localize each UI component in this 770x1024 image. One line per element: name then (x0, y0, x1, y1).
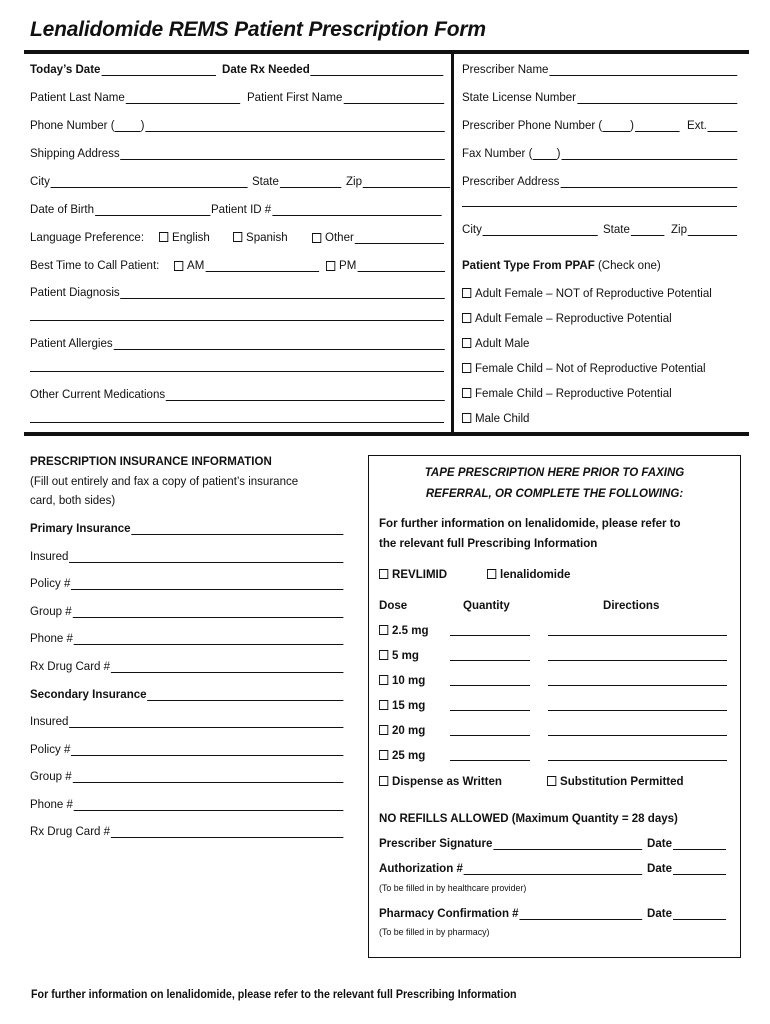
secondary-phone-field[interactable]: Phone # (30, 797, 343, 811)
patient-type-option[interactable]: Female Child – Reproductive Potential (462, 386, 672, 400)
primary-policy-field[interactable]: Policy # (30, 576, 343, 590)
language-preference-label: Language Preference: (30, 230, 145, 244)
lang-english-checkbox[interactable]: English (159, 230, 210, 244)
shipping-address-field[interactable]: Shipping Address (30, 146, 445, 160)
dose-checkbox[interactable]: 15 mg (379, 698, 425, 712)
dose-checkbox[interactable]: 25 mg (379, 748, 425, 762)
diagnosis-line-2[interactable] (30, 320, 444, 321)
secondary-insured-field[interactable]: Insured (30, 714, 343, 728)
column-divider (451, 54, 454, 434)
quantity-header: Quantity (463, 598, 510, 612)
primary-phone-field[interactable]: Phone # (30, 631, 343, 645)
quantity-line[interactable] (450, 760, 530, 761)
state-field[interactable]: State (252, 174, 341, 188)
signature-date-field[interactable]: Date (647, 836, 726, 850)
primary-insurance-field[interactable]: Primary Insurance (30, 521, 343, 535)
lang-spanish-checkbox[interactable]: Spanish (233, 230, 288, 244)
auth-note: (To be filled in by healthcare provider) (379, 883, 527, 894)
city-field[interactable]: City (30, 174, 248, 188)
dose-checkbox[interactable]: 5 mg (379, 648, 419, 662)
fax-number-field[interactable]: Fax Number ( ) (462, 146, 737, 160)
dose-checkbox[interactable]: 10 mg (379, 673, 425, 687)
prescriber-address-line-2[interactable] (462, 206, 737, 207)
secondary-policy-field[interactable]: Policy # (30, 742, 343, 756)
pm-field[interactable]: PM (326, 258, 445, 272)
no-refills-notice: NO REFILLS ALLOWED (Maximum Quantity = 28 days) (379, 811, 678, 825)
patient-type-option[interactable]: Adult Male (462, 336, 529, 350)
allergies-line-2[interactable] (30, 371, 444, 372)
authorization-field[interactable]: Authorization # (379, 861, 642, 875)
info-line-2: the relevant full Prescribing Information (379, 536, 598, 550)
prescriber-phone-field[interactable]: Prescriber Phone Number ( ) Ext. (462, 118, 737, 132)
authorization-date-field[interactable]: Date (647, 861, 726, 875)
quantity-line[interactable] (450, 710, 530, 711)
dose-header: Dose (379, 598, 408, 612)
pharmacy-note: (To be filled in by pharmacy) (379, 927, 490, 938)
prescriber-signature-field[interactable]: Prescriber Signature (379, 836, 642, 850)
page-title: Lenalidomide REMS Patient Prescription Form (30, 18, 486, 41)
am-field[interactable]: AM (174, 258, 319, 272)
info-line-1: For further information on lenalidomide, please refer to (379, 516, 681, 530)
lang-other-field[interactable]: Other (312, 230, 444, 244)
primary-insured-field[interactable]: Insured (30, 549, 343, 563)
quantity-line[interactable] (450, 735, 530, 736)
quantity-line[interactable] (450, 685, 530, 686)
secondary-insurance-field[interactable]: Secondary Insurance (30, 687, 343, 701)
date-rx-needed-field[interactable]: Date Rx Needed (222, 62, 443, 76)
dose-checkbox[interactable]: 2.5 mg (379, 623, 429, 637)
prescriber-state-field[interactable]: State (603, 222, 664, 236)
insurance-note-1: (Fill out entirely and fax a copy of patient’s insurance (30, 474, 299, 488)
dispense-as-written-checkbox[interactable]: Dispense as Written (379, 774, 502, 788)
patient-last-name-field[interactable]: Patient Last Name (30, 90, 240, 104)
directions-line[interactable] (548, 660, 727, 661)
directions-line[interactable] (548, 710, 727, 711)
directions-line[interactable] (548, 635, 727, 636)
medications-line-2[interactable] (30, 422, 444, 423)
insurance-heading: PRESCRIPTION INSURANCE INFORMATION (30, 454, 272, 468)
directions-line[interactable] (548, 685, 727, 686)
prescriber-address-field[interactable]: Prescriber Address (462, 174, 737, 188)
primary-rx-card-field[interactable]: Rx Drug Card # (30, 659, 343, 673)
insurance-note-2: card, both sides) (30, 493, 116, 507)
patient-allergies-field[interactable]: Patient Allergies (30, 336, 445, 350)
revlimid-checkbox[interactable]: REVLIMID (379, 567, 447, 581)
substitution-permitted-checkbox[interactable]: Substitution Permitted (547, 774, 684, 788)
best-time-label: Best Time to Call Patient: (30, 258, 160, 272)
middle-divider (24, 432, 749, 436)
todays-date-field[interactable]: Today’s Date (30, 62, 216, 76)
patient-diagnosis-field[interactable]: Patient Diagnosis (30, 285, 445, 299)
patient-type-heading: Patient Type From PPAF (Check one) (462, 258, 661, 272)
patient-type-option[interactable]: Female Child – Not of Reproductive Potential (462, 361, 706, 375)
quantity-line[interactable] (450, 635, 530, 636)
directions-header: Directions (603, 598, 660, 612)
patient-first-name-field[interactable]: Patient First Name (247, 90, 444, 104)
patient-type-option[interactable]: Adult Female – NOT of Reproductive Potential (462, 286, 712, 300)
patient-type-option[interactable]: Male Child (462, 411, 529, 425)
prescriber-city-field[interactable]: City (462, 222, 598, 236)
directions-line[interactable] (548, 735, 727, 736)
dose-checkbox[interactable]: 20 mg (379, 723, 425, 737)
footer-note: For further information on lenalidomide, please refer to the relevant full Prescribing Information (31, 989, 517, 1001)
state-license-field[interactable]: State License Number (462, 90, 737, 104)
pharmacy-date-field[interactable]: Date (647, 906, 726, 920)
date-of-birth-field[interactable]: Date of Birth (30, 202, 210, 216)
prescriber-name-field[interactable]: Prescriber Name (462, 62, 737, 76)
top-divider (24, 50, 749, 54)
zip-field[interactable]: Zip (346, 174, 450, 188)
directions-line[interactable] (548, 760, 727, 761)
patient-type-option[interactable]: Adult Female – Reproductive Potential (462, 311, 672, 325)
other-medications-field[interactable]: Other Current Medications (30, 387, 445, 401)
primary-group-field[interactable]: Group # (30, 604, 343, 618)
quantity-line[interactable] (450, 660, 530, 661)
phone-number-field[interactable]: Phone Number ( ) (30, 118, 445, 132)
pharmacy-confirmation-field[interactable]: Pharmacy Confirmation # (379, 906, 642, 920)
secondary-group-field[interactable]: Group # (30, 769, 343, 783)
patient-id-field[interactable]: Patient ID # (211, 202, 442, 216)
prescriber-zip-field[interactable]: Zip (671, 222, 737, 236)
lenalidomide-checkbox[interactable]: lenalidomide (487, 567, 570, 581)
secondary-rx-card-field[interactable]: Rx Drug Card # (30, 824, 343, 838)
tape-instructions: TAPE PRESCRIPTION HERE PRIOR TO FAXING REFERRAL, OR COMPLETE THE FOLLOWING: (424, 465, 685, 500)
